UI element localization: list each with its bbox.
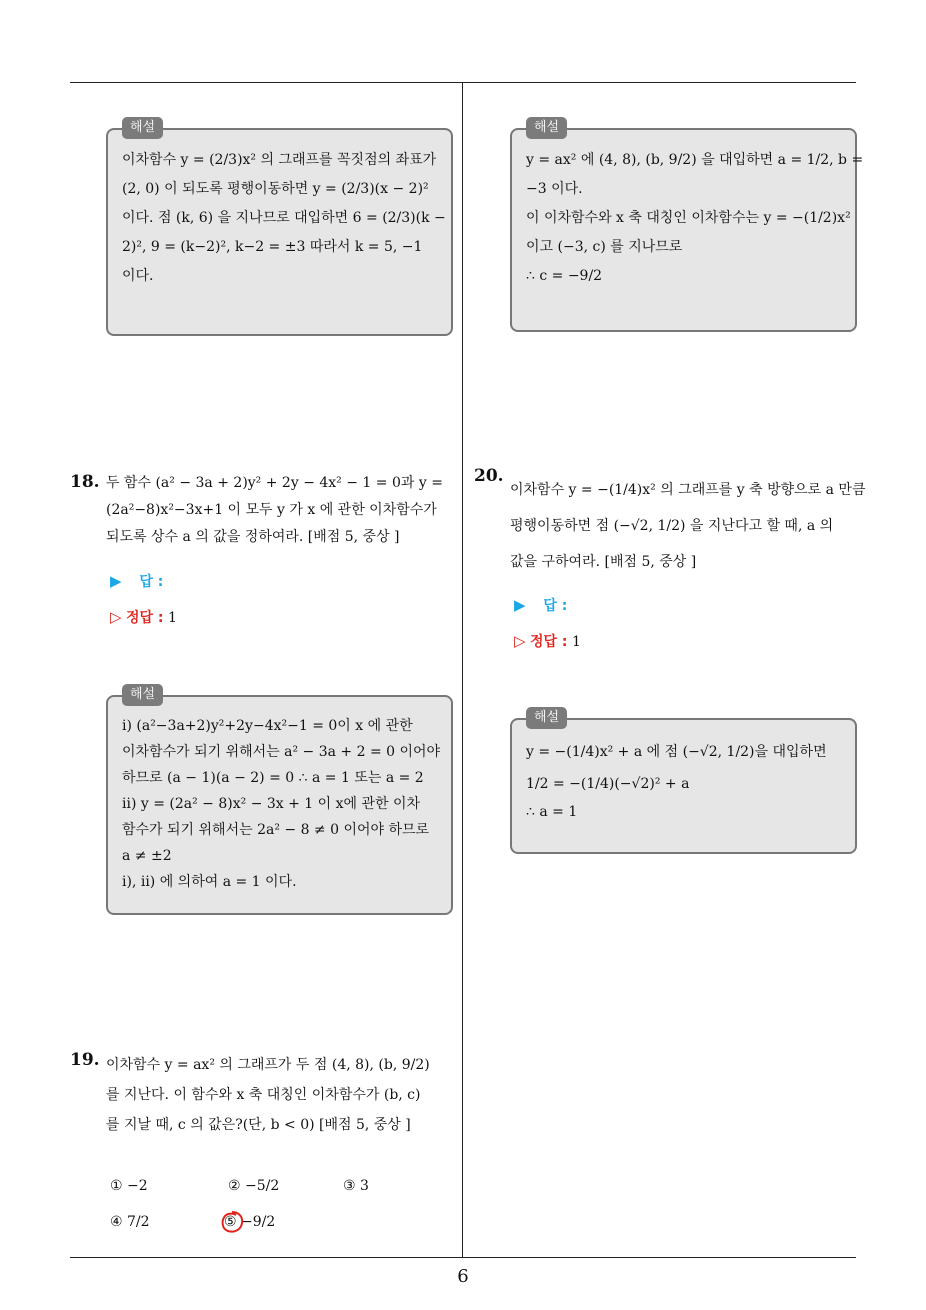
explanation-line: −3 이다. (526, 181, 583, 197)
page-number: 6 (457, 1266, 469, 1287)
explanation-line: 1/2 = −(1/4)(−√2)² + a (526, 776, 690, 792)
top-rule (70, 82, 856, 83)
explanation-line: 함수가 되기 위해서는 2a² − 8 ≠ 0 이어야 하므로 (122, 822, 430, 838)
problem-line: 되도록 상수 a 의 값을 정하여라. [배점 5, 중상 ] (106, 529, 400, 545)
problem-19-text (106, 1050, 456, 1140)
triangle-outline-icon: ▷ (514, 632, 526, 650)
explanation-line: ∴ a = 1 (526, 804, 578, 820)
choice-3[interactable]: ③ 3 (343, 1178, 369, 1194)
explanation-tag: 해설 (526, 707, 567, 729)
play-icon: ▶ (514, 596, 526, 614)
problem-line: 값을 구하여라. [배점 5, 중상 ] (510, 554, 697, 570)
problem-number-20: 20. (474, 466, 504, 486)
bottom-rule (70, 1257, 856, 1258)
choice-4[interactable]: ④ 7/2 (110, 1214, 150, 1230)
correct-label: 정답 : (530, 634, 568, 650)
explanation-box-17 (106, 120, 453, 336)
explanation-line: 이차함수가 되기 위해서는 a² − 3a + 2 = 0 이어야 (122, 744, 441, 760)
explanation-line: 이차함수 y = (2/3)x² 의 그래프를 꼭짓점의 좌표가 (122, 152, 437, 168)
problem-line: 이차함수 y = ax² 의 그래프가 두 점 (4, 8), (b, 9/2) (106, 1057, 430, 1073)
column-divider (462, 82, 463, 1258)
explanation-tag: 해설 (122, 684, 163, 706)
correct-value: 1 (571, 634, 581, 650)
explanation-line: 2)², 9 = (k−2)², k−2 = ±3 따라서 k = 5, −1 (122, 239, 423, 255)
explanation-line: 이고 (−3, c) 를 지나므로 (526, 239, 683, 255)
answer-prompt-18 (110, 571, 163, 591)
problem-line: (2a²−8)x²−3x+1 이 모두 y 가 x 에 관한 이차함수가 (106, 502, 437, 518)
explanation-box-18 (106, 687, 453, 915)
explanation-tag: 해설 (526, 117, 567, 139)
correct-answer-18 (110, 607, 177, 627)
explanation-box-19 (510, 120, 864, 332)
explanation-line: (2, 0) 이 되도록 평행이동하면 y = (2/3)(x − 2)² (122, 181, 429, 197)
problem-line: 를 지날 때, c 의 값은?(단, b < 0) [배점 5, 중상 ] (106, 1117, 411, 1133)
problem-line: 두 함수 (a² − 3a + 2)y² + 2y − 4x² − 1 = 0과 y = (106, 475, 443, 491)
explanation-line: a ≠ ±2 (122, 848, 172, 864)
explanation-line: ∴ c = −9/2 (526, 268, 603, 284)
answer-label: 답 : (543, 598, 568, 614)
explanation-line: 하므로 (a − 1)(a − 2) = 0 ∴ a = 1 또는 a = 2 (122, 770, 424, 786)
answer-prompt-20 (514, 595, 567, 615)
explanation-line: ⅰ) (a²−3a+2)y²+2y−4x²−1 = 0이 x 에 관한 (122, 718, 413, 734)
problem-number-19: 19. (70, 1050, 100, 1070)
triangle-outline-icon: ▷ (110, 608, 122, 626)
explanation-line: ⅱ) y = (2a² − 8)x² − 3x + 1 이 x에 관한 이차 (122, 796, 421, 812)
choice-1[interactable]: ① −2 (110, 1178, 148, 1194)
problem-18-text (106, 470, 456, 551)
explanation-line: 이다. 점 (k, 6) 을 지나므로 대입하면 6 = (2/3)(k − (122, 210, 446, 226)
answer-label: 답 : (139, 574, 164, 590)
problem-line: 를 지난다. 이 함수와 x 축 대칭인 이차함수가 (b, c) (106, 1087, 421, 1103)
explanation-line: ⅰ), ⅱ) 에 의하여 a = 1 이다. (122, 874, 297, 890)
explanation-line: 이 이차함수와 x 축 대칭인 이차함수는 y = −(1/2)x² (526, 210, 851, 226)
choice-2[interactable]: ② −5/2 (228, 1178, 280, 1194)
explanation-tag: 해설 (122, 117, 163, 139)
problem-line: 이차함수 y = −(1/4)x² 의 그래프를 y 축 방향으로 a 만큼 (510, 482, 866, 498)
correct-label: 정답 : (126, 610, 164, 626)
play-icon: ▶ (110, 572, 122, 590)
problem-line: 평행이동하면 점 (−√2, 1/2) 을 지난다고 할 때, a 의 (510, 518, 834, 534)
choice-5[interactable]: ⑤ −9/2 (224, 1214, 276, 1230)
problem-number-18: 18. (70, 472, 100, 492)
problem-20-text (510, 472, 866, 580)
explanation-line: y = −(1/4)x² + a 에 점 (−√2, 1/2)을 대입하면 (526, 744, 827, 760)
explanation-line: 이다. (122, 268, 154, 284)
explanation-box-20 (510, 710, 857, 854)
selected-answer-circle-icon (219, 1209, 245, 1235)
explanation-line: y = ax² 에 (4, 8), (b, 9/2) 을 대입하면 a = 1/2, b = (526, 152, 864, 168)
correct-answer-20 (514, 631, 581, 651)
correct-value: 1 (167, 610, 177, 626)
